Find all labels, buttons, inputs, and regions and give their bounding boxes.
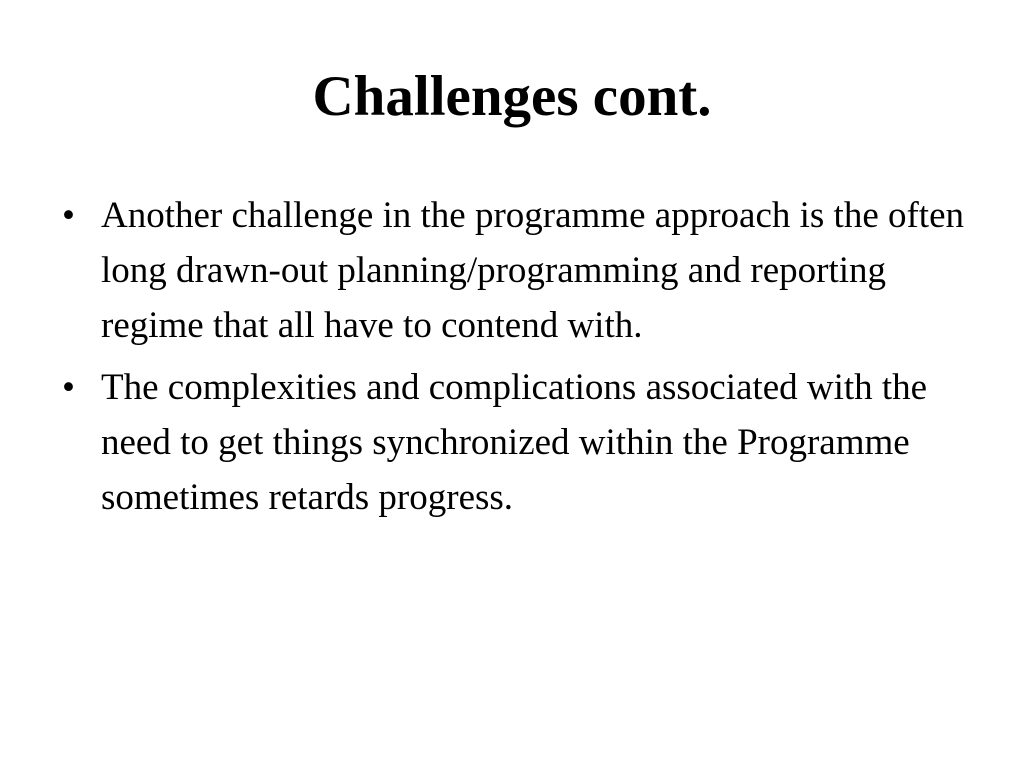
bullet-icon: • bbox=[62, 367, 75, 408]
bullet-icon: • bbox=[62, 195, 75, 236]
bullet-item-complexities bbox=[62, 360, 972, 525]
bullet-text: Another challenge in the programme approach is the often long drawn-out planning/programming and reporting regime that all have to contend with. bbox=[101, 195, 965, 346]
bullet-text: The complexities and complications associated with the need to get things synchronized within the Programme sometimes retards progress. bbox=[101, 367, 928, 518]
bullet-item-programme-approach bbox=[62, 188, 972, 353]
bullet-list bbox=[62, 188, 972, 532]
slide-title: Challenges cont. bbox=[312, 65, 712, 128]
